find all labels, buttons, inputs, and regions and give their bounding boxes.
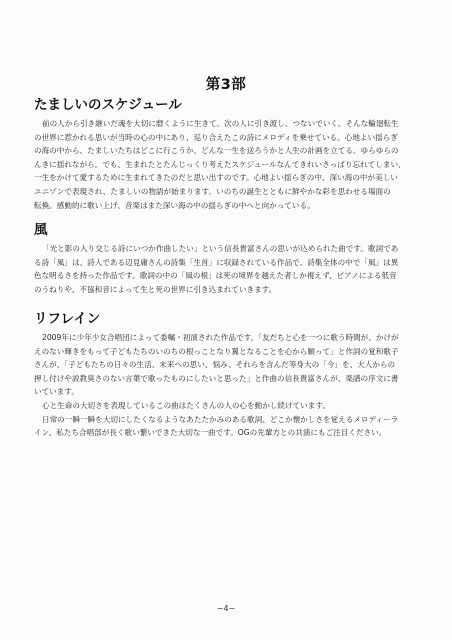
section-heading: リフレイン bbox=[34, 311, 101, 327]
paragraph-line: 2009年に少年少女合唱団によって委嘱・初演された作品です。「友だちと心を一つに歌う時間が、かけが bbox=[42, 333, 399, 342]
paragraph-line: る詩「風」は、詩人である辺見庸さんの詩集「生首」に収録されている作品で、詩集全体の中で「風」は異 bbox=[34, 257, 399, 267]
part-title: 第3部 bbox=[205, 77, 247, 93]
paragraph-line: さんが、「子どもたちの日々の生活、未来への思い、悩み、それらを含んだ等身大の「今」を、大人からの bbox=[34, 360, 396, 370]
paragraph-line: 日常の一瞬一瞬を大切にしたくなるようなあたたかみのある歌詞、どこか懐かしさを覚えるメロディーラ bbox=[42, 414, 399, 424]
paragraph-line: の世界に惹かれる思いが当時の心の中にあり、巡り合えたこの詩にメロディを乗せている。心地よい揺らぎ bbox=[34, 132, 398, 142]
paragraph-line: えのない輝きをもって子どもたちのいのちの根っことなり翼となることを心から願って」と作詞の覚和歌子 bbox=[34, 346, 399, 356]
section-heading: たましいのスケジュール bbox=[34, 97, 182, 113]
paragraph-line: んきに揺れながら。でも、生まれたとたんじっくり考えたスケジュールなんてきれいさっぱり忘れてしまい、 bbox=[34, 159, 406, 169]
paragraph-line: 心と生命の大切さを表現しているこの曲はたくさんの人の心を動かし続けています。 bbox=[42, 400, 330, 410]
section-refrain bbox=[34, 310, 424, 440]
paragraph-line: ユニゾンで表現され、たましいの物語が始まります。いのちの誕生とともに鮮やかな彩を思わせる場面の bbox=[34, 186, 391, 196]
section-tamashii-no-schedule bbox=[34, 96, 424, 212]
paragraph-line: いています。 bbox=[34, 387, 79, 397]
paragraph-line: 一生をかけて愛するために生まれてきたのだと思い出すのです。心地よい揺らぎの中、深い海の中が美しい bbox=[34, 173, 398, 183]
paragraph-line: 色な明るさを持った作品です。歌詞の中の「風の根」は死の境界を越えた者しか視えず、ピアノによる低音 bbox=[34, 271, 397, 281]
paragraph-line: 「光と影の入り交じる詩にいつか作曲したい」という信長貴富さんの思いが込められた曲です。歌詞であ bbox=[42, 244, 399, 253]
section-heading: 風 bbox=[34, 222, 48, 238]
page-number: −4− bbox=[216, 604, 236, 613]
paragraph-line: 押し付けや説教臭さのない言葉で歌ったものにしたいと思った」と作曲の信長貴富さんが、楽譜の序文に書 bbox=[34, 373, 399, 383]
paragraph-line: イン、私たち合唱部が長く歌い繋いできた大切な一曲です。OGの先輩方との共演にもご注目ください。 bbox=[34, 428, 387, 438]
paragraph-line: 転換。感動的に歌い上げ、音楽はまた深い海の中の揺らぎの中へと向かっている。 bbox=[34, 200, 315, 210]
paragraph-line: 前の人から引き継いだ魂を大切に磨くように生きて、次の人に引き渡し、つないでいく。そんな輪廻転生 bbox=[42, 119, 399, 128]
paragraph-line: のうねりや、不協和音によって生と死の世界に引き込まれていきます。 bbox=[34, 284, 277, 294]
section-kaze bbox=[34, 221, 424, 296]
paragraph-line: の海の中から、たましいたちはどこに行こうか、どんな一生を送ろうかと人生の計画を立てる。ゆらゆらの bbox=[34, 146, 399, 156]
